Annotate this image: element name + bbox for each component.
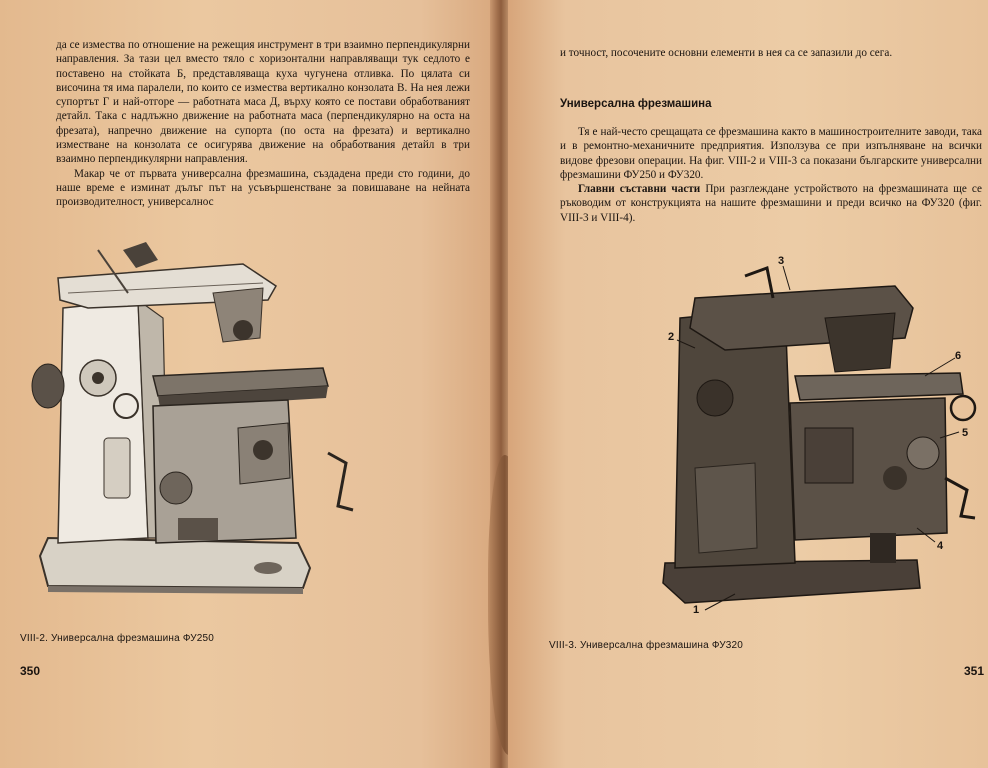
callout-6: 6 bbox=[955, 350, 962, 362]
callout-5: 5 bbox=[962, 427, 969, 439]
milling-machine-fu320-figure bbox=[655, 258, 985, 628]
right-top-text bbox=[560, 46, 980, 60]
callout-1: 1 bbox=[693, 604, 700, 616]
milling-machine-fu250-figure bbox=[28, 238, 368, 618]
inline-heading: Главни съставни части bbox=[578, 183, 701, 196]
left-paragraph-2: Макар че от първата универсална фрезмашина, създадена преди сто години, до наше време е изминат дълъг път на усъвършенстване за повишаване на нейната производителност, универсалнос bbox=[56, 167, 470, 209]
right-paragraph-1: Тя е най-често срещащата се фрезмашина както в машиностроителните заводи, така и в ремонтно-механичните предприятия. Използува се при изпълняване на всички видове фрезови операции. На фиг. VIII-2 и VIII-3 са показани българските универсални фрезмашини ФУ250 и ФУ320. bbox=[560, 126, 982, 181]
page-number-left: 350 bbox=[20, 664, 41, 678]
left-paragraph-1: да се измества по отношение на режещия инструмент в три взаимно перпендикулярни направления. За тази цел вместо тяло с хоризонтални направляващи тук седлото е поставено на стойката Б, представляваща куха чугунена отливка. По цялата си височина тя има паралели, по които се измества вертикално конзолата В. На нея лежи супортът Г и най-отгоре — работната маса Д, върху която се постави обработваният детайл. Така с надлъжно движение на работната маса (перпендикулярно на оста на фрезата), напречно движение на супорта (по оста на фрезата) и вертикално изместване на конзолата се осигурява движение на обработвания детайл в три взаимно перпендикулярни направления. bbox=[56, 39, 470, 166]
callout-2: 2 bbox=[668, 331, 675, 343]
right-paragraph-2 bbox=[560, 182, 982, 225]
figure-caption-left: VIII-2. Универсална фрезмашина ФУ250 bbox=[20, 633, 215, 644]
page-number-right: 351 bbox=[964, 664, 985, 678]
left-page-text bbox=[56, 38, 470, 210]
right-top-paragraph: и точност, посочените основни елементи в нея са се запазили до сега. bbox=[560, 47, 893, 59]
section-heading: Универсална фрезмашина bbox=[560, 98, 712, 110]
callout-3: 3 bbox=[778, 255, 785, 267]
callout-4: 4 bbox=[937, 540, 944, 552]
right-paragraph-2-body: При разглеждане устройството на фрезмашината ще се ръководим от конструкцията на нашите фрезмашини и преди всичко на ФУ320 (фиг. VIII-3 и VIII-4). bbox=[560, 183, 982, 224]
right-main-text bbox=[560, 125, 982, 225]
figure-caption-right: VIII-3. Универсална фрезмашина ФУ320 bbox=[549, 640, 744, 651]
